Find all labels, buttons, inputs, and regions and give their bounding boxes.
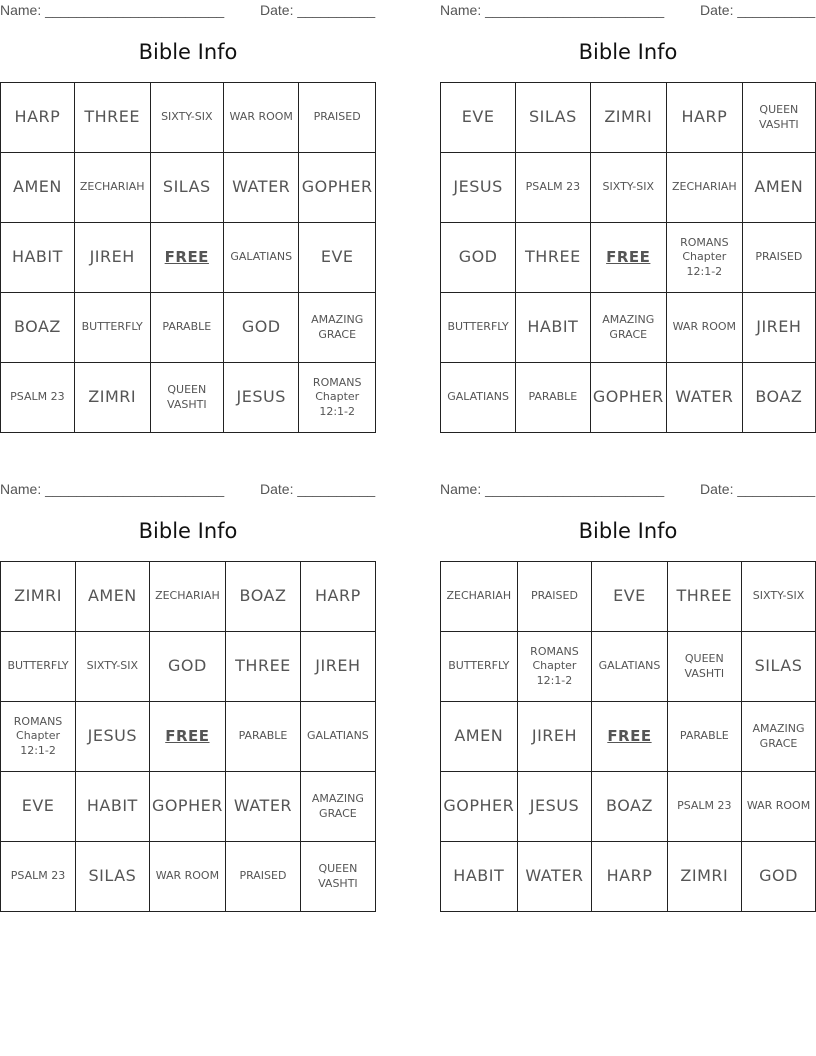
bingo-cell: GOD [441,223,516,293]
bingo-cell: AMAZING GRACE [300,772,375,842]
bingo-cell: AMEN [441,702,518,772]
bingo-cell: PRAISED [517,562,592,632]
bingo-cell: ZIMRI [590,83,667,153]
bingo-cell: ROMANS Chapter 12:1-2 [517,632,592,702]
bingo-card-1 [0,0,376,418]
bingo-cell: JIREH [517,702,592,772]
grid-row [441,223,816,293]
bingo-cell: PRAISED [299,83,376,153]
grid-row [1,702,376,772]
grid-row [1,363,376,433]
bingo-cell: THREE [516,223,590,293]
bingo-cell: QUEEN VASHTI [150,363,224,433]
grid-row [441,83,816,153]
grid-row [1,153,376,223]
bingo-cell: EVE [592,562,667,632]
bingo-cell: ZECHARIAH [74,153,150,223]
grid-row [1,632,376,702]
bingo-grid [440,82,816,433]
name-label: Name: _______________________ [440,481,665,497]
bingo-cell: ZECHARIAH [149,562,226,632]
bingo-cell: AMAZING GRACE [590,293,667,363]
bingo-cell: THREE [74,83,150,153]
date-label: Date: __________ [700,481,816,497]
bingo-cell: PSALM 23 [516,153,590,223]
bingo-cell: JESUS [76,702,150,772]
bingo-cell: HARP [1,83,75,153]
bingo-cell: ZIMRI [667,842,741,912]
bingo-card-2 [440,0,816,407]
bingo-cell: THREE [226,632,301,702]
grid-row [1,83,376,153]
bingo-cell: EVE [299,223,376,293]
bingo-cell: WAR ROOM [742,772,816,842]
bingo-cell: GOPHER [149,772,226,842]
bingo-cell: SILAS [150,153,224,223]
bingo-cell: AMEN [1,153,75,223]
bingo-cell: ZIMRI [1,562,76,632]
bingo-cell: BOAZ [1,293,75,363]
date-label: Date: __________ [260,2,376,18]
bingo-cell: BOAZ [592,772,667,842]
free-space: FREE [592,702,667,772]
bingo-cell: WATER [224,153,299,223]
bingo-cell: WAR ROOM [224,83,299,153]
grid-row [1,772,376,842]
bingo-cell: WATER [226,772,301,842]
name-label: Name: _______________________ [0,481,225,497]
grid-row [441,363,816,433]
bingo-cell: BOAZ [742,363,815,433]
bingo-grid [0,561,376,912]
bingo-cell: BUTTERFLY [441,293,516,363]
bingo-cell: GOD [224,293,299,363]
bingo-cell: BUTTERFLY [441,632,518,702]
card-title: Bible Info [138,40,238,64]
grid-row [1,223,376,293]
bingo-cell: GALATIANS [441,363,516,433]
bingo-cell: HARP [300,562,375,632]
name-label: Name: _______________________ [440,2,665,18]
bingo-cell: PSALM 23 [667,772,741,842]
bingo-cell: WAR ROOM [149,842,226,912]
grid-row [441,702,816,772]
bingo-cell: GALATIANS [300,702,375,772]
bingo-cell: ZECHARIAH [667,153,743,223]
bingo-cell: PARABLE [516,363,590,433]
bingo-cell: AMEN [76,562,150,632]
bingo-cell: SILAS [742,632,816,702]
bingo-cell: JESUS [517,772,592,842]
bingo-grid [0,82,376,433]
bingo-cell: ZECHARIAH [441,562,518,632]
grid-row [441,772,816,842]
card-title: Bible Info [578,519,678,543]
bingo-cell: ROMANS Chapter 12:1-2 [667,223,743,293]
free-space: FREE [150,223,224,293]
bingo-cell: PARABLE [667,702,741,772]
bingo-grid [440,561,816,912]
bingo-cell: PSALM 23 [1,363,75,433]
bingo-cell: QUEEN VASHTI [667,632,741,702]
card-header [440,0,816,22]
date-label: Date: __________ [700,2,816,18]
bingo-cell: HABIT [1,223,75,293]
card-header [0,0,376,22]
bingo-cell: QUEEN VASHTI [300,842,375,912]
grid-row [1,562,376,632]
bingo-cell: AMEN [742,153,815,223]
bingo-cell: HARP [667,83,743,153]
bingo-cell: PRAISED [742,223,815,293]
bingo-card-3 [0,479,376,890]
grid-row [441,562,816,632]
bingo-cell: BOAZ [226,562,301,632]
bingo-cell: SIXTY-SIX [150,83,224,153]
bingo-cell: QUEEN VASHTI [742,83,815,153]
bingo-cell: ZIMRI [74,363,150,433]
name-label: Name: _______________________ [0,2,225,18]
bingo-cell: HABIT [76,772,150,842]
bingo-cell: JESUS [441,153,516,223]
bingo-cell: GOPHER [299,153,376,223]
free-space: FREE [590,223,667,293]
bingo-cell: SIXTY-SIX [76,632,150,702]
bingo-card-4 [440,479,816,886]
grid-row [441,293,816,363]
free-space: FREE [149,702,226,772]
bingo-cell: PARABLE [150,293,224,363]
bingo-cell: EVE [441,83,516,153]
bingo-cell: THREE [667,562,741,632]
grid-row [1,842,376,912]
bingo-cell: SIXTY-SIX [590,153,667,223]
bingo-cell: SIXTY-SIX [742,562,816,632]
bingo-cell: WATER [517,842,592,912]
bingo-cell: SILAS [76,842,150,912]
bingo-cell: BUTTERFLY [74,293,150,363]
bingo-cell: AMAZING GRACE [742,702,816,772]
bingo-cell: HARP [592,842,667,912]
bingo-cell: AMAZING GRACE [299,293,376,363]
card-header [440,479,816,501]
bingo-cell: SILAS [516,83,590,153]
bingo-cell: JIREH [742,293,815,363]
grid-row [441,842,816,912]
bingo-cell: JIREH [300,632,375,702]
bingo-cell: JESUS [224,363,299,433]
bingo-cell: PARABLE [226,702,301,772]
bingo-cell: HABIT [516,293,590,363]
bingo-cell: GOPHER [590,363,667,433]
bingo-cell: JIREH [74,223,150,293]
card-header [0,479,376,501]
grid-row [441,153,816,223]
bingo-cell: ROMANS Chapter 12:1-2 [299,363,376,433]
bingo-cell: WATER [667,363,743,433]
grid-row [1,293,376,363]
bingo-cell: GOD [742,842,816,912]
date-label: Date: __________ [260,481,376,497]
bingo-cell: PSALM 23 [1,842,76,912]
bingo-cell: PRAISED [226,842,301,912]
bingo-cell: BUTTERFLY [1,632,76,702]
card-title: Bible Info [138,519,238,543]
bingo-cell: GOPHER [441,772,518,842]
card-title: Bible Info [578,40,678,64]
bingo-cell: ROMANS Chapter 12:1-2 [1,702,76,772]
bingo-cell: GOD [149,632,226,702]
bingo-cell: EVE [1,772,76,842]
bingo-cell: HABIT [441,842,518,912]
bingo-cell: GALATIANS [224,223,299,293]
bingo-cell: WAR ROOM [667,293,743,363]
bingo-cell: GALATIANS [592,632,667,702]
grid-row [441,632,816,702]
